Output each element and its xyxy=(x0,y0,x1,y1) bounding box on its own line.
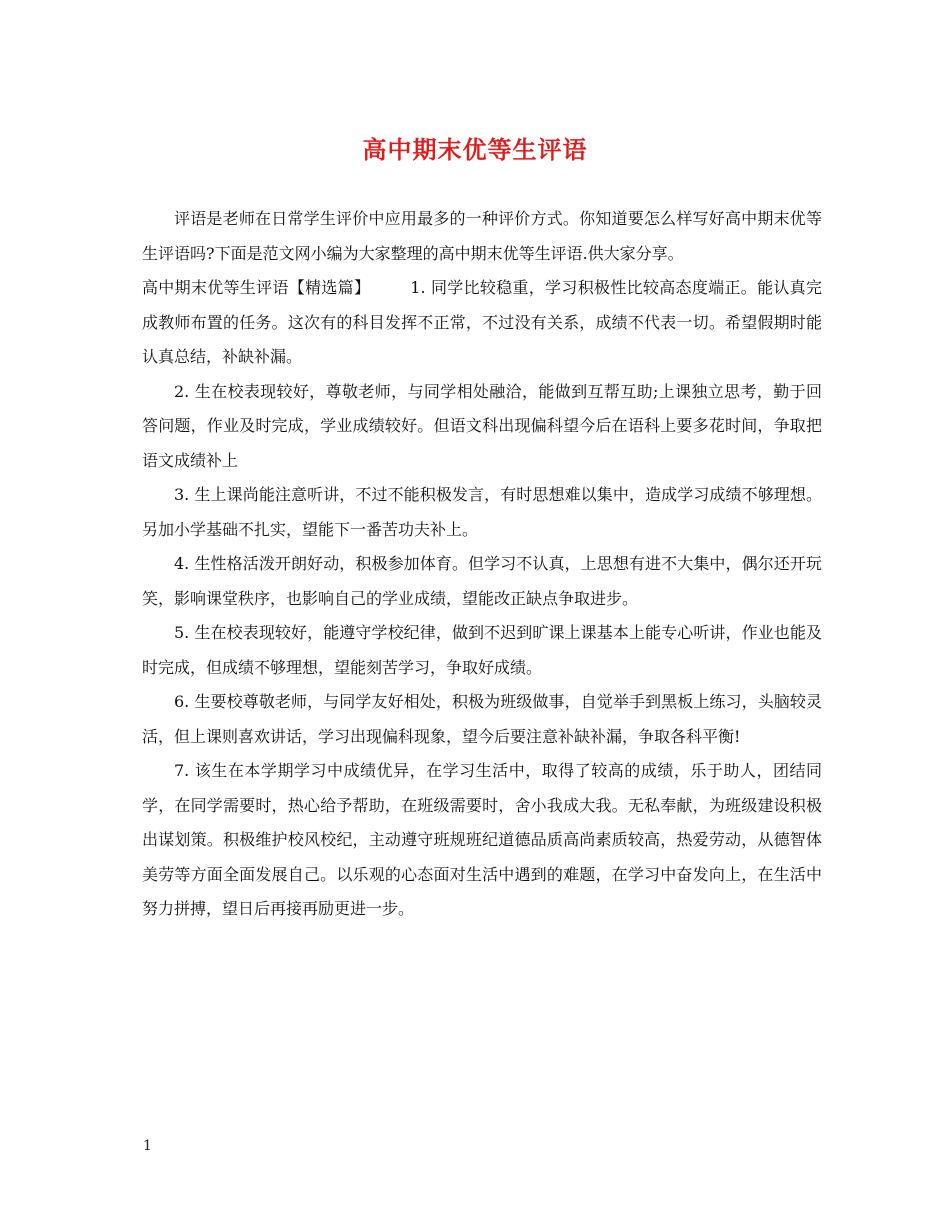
section-first-paragraph xyxy=(142,271,822,375)
comment-item-6: 6. 生要校尊敬老师，与同学友好相处，积极为班级做事，自觉举手到黑板上练习，头脑较灵活，但上课则喜欢讲话，学习出现偏科现象，望今后要注意补缺补漏，争取各科平衡! xyxy=(142,692,822,746)
comment-item-1: 1. 同学比较稳重，学习积极性比较高态度端正。能认真完成教师布置的任务。这次有的科目发挥不正常，不过没有关系，成绩不代表一切。希望假期时能认真总结，补缺补漏。 xyxy=(142,278,822,366)
section-heading: 高中期末优等生评语【精选篇】 xyxy=(142,278,371,297)
page-number: 1 xyxy=(143,1138,152,1154)
comment-item-5: 5. 生在校表现较好，能遵守学校纪律，做到不迟到旷课上课基本上能专心听讲，作业也能及时完成，但成绩不够理想，望能刻苦学习，争取好成绩。 xyxy=(142,623,822,677)
document-title: 高中期末优等生评语 xyxy=(362,136,588,164)
comment-item-3: 3. 生上课尚能注意听讲，不过不能积极发言，有时思想难以集中，造成学习成绩不够理想。另加小学基础不扎实，望能下一番苦功夫补上。 xyxy=(142,485,822,539)
document-body xyxy=(142,202,822,927)
comment-item-4: 4. 生性格活泼开朗好动，积极参加体育。但学习不认真，上思想有进不大集中，偶尔还开玩笑，影响课堂秩序，也影响自己的学业成绩，望能改正缺点争取进步。 xyxy=(142,554,822,608)
intro-paragraph: 评语是老师在日常学生评价中应用最多的一种评价方式。你知道要怎么样写好高中期末优等生评语吗?下面是范文网小编为大家整理的高中期末优等生评语.供大家分享。 xyxy=(142,209,822,263)
comment-item-7: 7. 该生在本学期学习中成绩优异，在学习生活中，取得了较高的成绩，乐于助人，团结同学，在同学需要时，热心给予帮助，在班级需要时，舍小我成大我。无私奉献，为班级建设积极出谋划策。积极维护校风校纪，主动遵守班规班纪道德品质高尚素质较高，热爱劳动，从德智体美劳等方面全面发展自己。以乐观的心态面对生活中遇到的难题，在学习中奋发向上，在生活中努力拼搏，望日后再接再励更进一步。 xyxy=(142,761,822,918)
comment-item-2: 2. 生在校表现较好，尊敬老师，与同学相处融洽，能做到互帮互助;上课独立思考，勤于回答问题，作业及时完成，学业成绩较好。但语文科出现偏科望今后在语科上要多花时间，争取把语文成绩补上 xyxy=(142,381,822,470)
